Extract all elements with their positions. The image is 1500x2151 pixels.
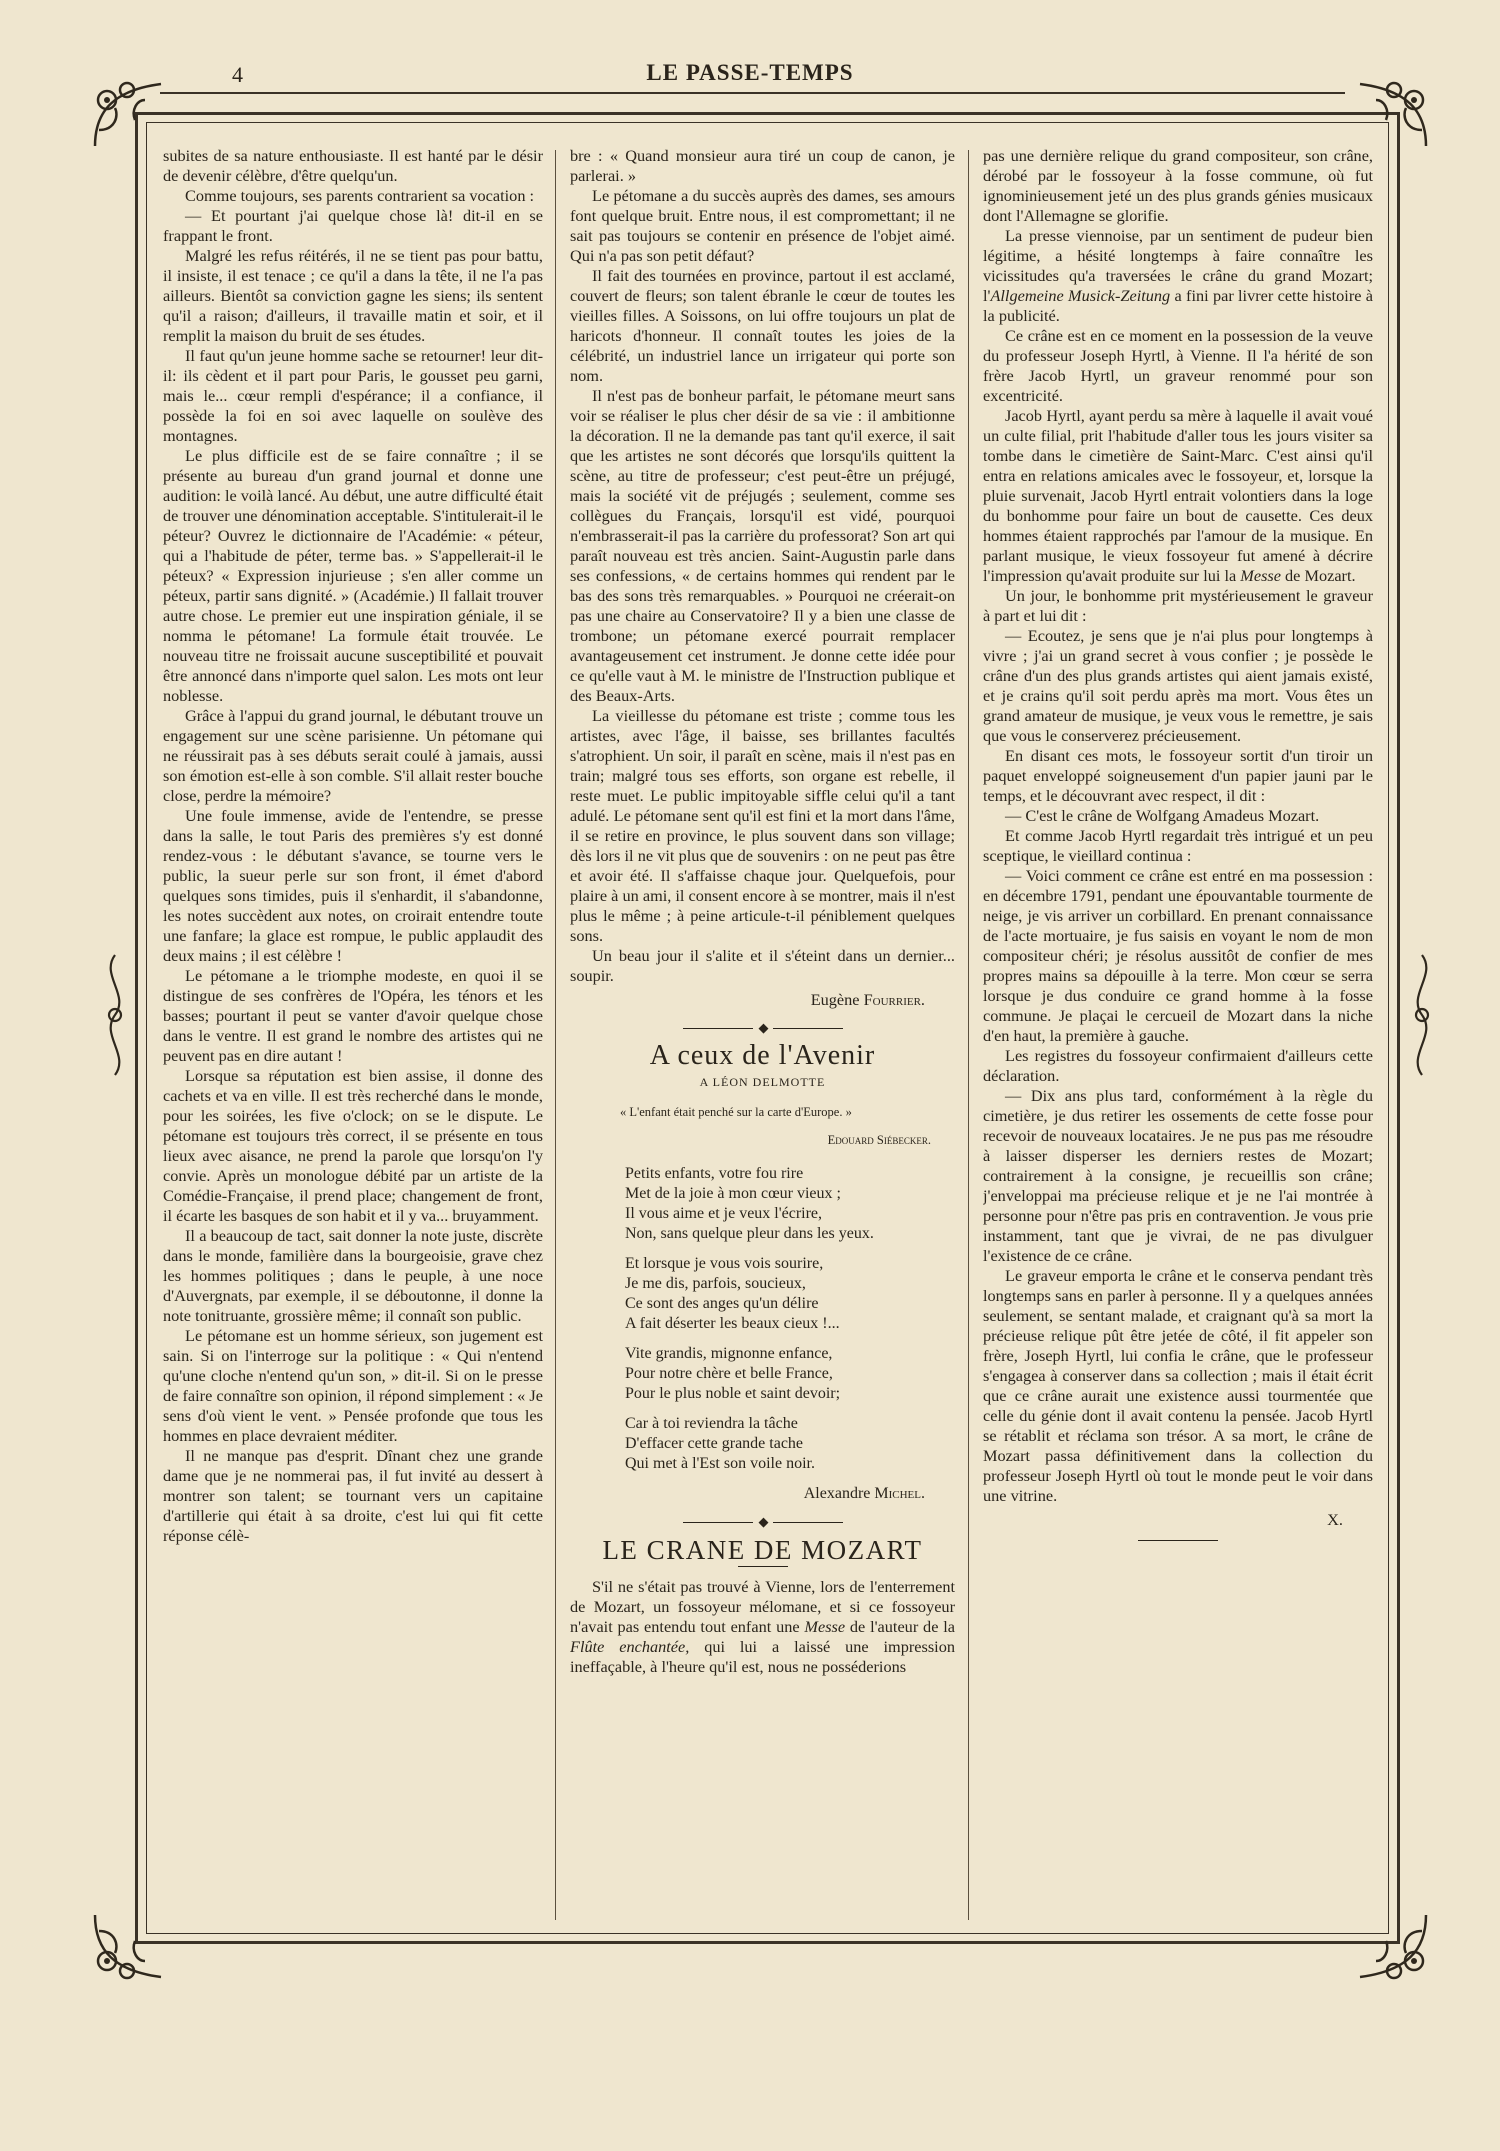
paragraph: Le graveur emporta le crâne et le conserva pendant très longtemps sans en parler à personne. Il y a quelques années seulement, se sentant malade, et craignant qu'à sa mort la précieuse relique pût être jetée de côté, il fit appeler son frère, Joseph Hyrtl, lui confia le crâne, que le professeur s'engagea à conserver dans sa collection ; mais il était écrit que ce crâne aurait une existence aussi tourmentée que celle du génie dont il avait contenu la pensée. Jacob Hyrtl se rétablit et réclama son trésor. A sa mort, le crâne de Mozart passa définitivement dans la collection du professeur Joseph Hyrtl où tout le monde peut le voir dans une vitrine. [983,1266,1373,1505]
paragraph: Il a beaucoup de tact, sait donner la note juste, discrète dans le monde, familière dans la bourgeoisie, grave chez les hommes politiques ; dans le peuple, à une noce d'Auvergnats, par exemple, il se déboutonne, il donne la note tonitruante, grossière même; il connaît son public. [163,1226,543,1325]
signature-last: Fourrier. [863,990,925,1009]
diamond-icon: ◆ [758,1514,767,1530]
poem-line: A fait déserter les beaux cieux !... [625,1315,840,1333]
poem-line: Petits enfants, votre fou rire [625,1165,804,1183]
poem-line: Vite grandis, mignonne enfance, [625,1345,833,1363]
poem-line: Et lorsque je vous vois sourire, [625,1255,824,1273]
page-number: 4 [232,62,243,87]
paragraph: Comme toujours, ses parents contrarient sa vocation : [185,186,535,205]
paragraph: Et comme Jacob Hyrtl regardait très intrigué et un peu sceptique, le vieillard continua : [983,826,1373,865]
section-divider [570,1018,955,1038]
corner-ornament-icon [85,70,171,156]
poem-line: Ce sont des anges qu'un délire [625,1295,819,1313]
poem-line: Car à toi reviendra la tâche [625,1415,798,1433]
poem-stanza [570,1344,955,1404]
masthead: LE PASSE-TEMPS [646,60,854,85]
paragraph: subites de sa nature enthousiaste. Il est hanté par le désir de devenir célèbre, d'être quelqu'un. [163,146,543,185]
paragraph: Il ne manque pas d'esprit. Dînant chez une grande dame que je ne nommerai pas, il fut invité au dessert à montrer son talent; se tournant vers un capitaine d'artillerie qui était à sa droite, c'est lui qui fit cette réponse célè- [163,1446,543,1545]
poem-line: Met de la joie à mon cœur vieux ; [625,1185,841,1203]
poem-line: Pour notre chère et belle France, [625,1365,833,1383]
text-run-italic: Messe [804,1617,846,1637]
poem-line: Qui met à l'Est son voile noir. [625,1455,815,1473]
text-run: Jacob Hyrtl, ayant perdu sa mère à laquelle il avait voué un culte filial, prit l'habitude d'aller tous les jours visiter sa tombe dans le cimetière de Saint-Marc. C'est ainsi qu'il entra en relations amicales avec le fossoyeur, et, lorsque la pluie survenait, Jacob Hyrtl entrait volontiers dans la loge du bonhomme pour faire un bout de causette. Ces deux hommes étaient rapprochés par l'amour de la musique. En parlant musique, le vieux fossoyeur fut amené à décrire l'impression qu'avait produite sur lui la [983,406,1373,585]
paragraph: Le pétomane est un homme sérieux, son jugement est sain. Si on l'interroge sur la politique : « Qui n'entend qu'une cloche n'entend qu'un son, » dit-il. Si on le presse de faire connaître son opinion, il répond simplement : « Je sens d'où vient le vent. » Pensée profonde que tous les hommes en place devraient méditer. [163,1326,543,1445]
paragraph: — Voici comment ce crâne est entré en ma possession : en décembre 1791, pendant une épouvantable tourmente de neige, je vis arriver un corbillard. En prenant connaissance de l'acte mortuaire, je fus saisis en voyant le nom de mon compositeur chéri; je résolus aussitôt de confier de mes propres mains sa dépouille à la terre. Mon cœur se serra lorsque je dus conduire ce grand homme à la fosse commune. Je plaçai le cercueil de Mozart dans la niche d'en haut, la première à gauche. [983,866,1373,1045]
text-run-italic: Allgemeine Musick-Zeitung [990,286,1171,305]
paragraph [570,1577,955,1677]
text-run: de Mozart. [1280,566,1356,585]
poem-author [570,1484,955,1504]
paragraph: Il fait des tournées en province, partout il est acclamé, couvert de fleurs; son talent ébranle le cœur de toutes les vieilles filles. A Soissons, on lui offre toujours un plat de haricots d'honneur. Il connaît toutes les joies de la célébrité, un industriel lance un irrigateur qui porte son nom. [570,266,955,385]
text-run: S'il ne s'était pas trouvé à Vienne, lors de l'enterrement de Mozart, un fossoyeur mélomane, et si ce fossoyeur n'avait pas entendu tout enfant une [570,1577,955,1637]
top-rule [160,92,1345,94]
poem-title: A ceux de l'Avenir [649,1040,876,1072]
signature: X. [1327,1510,1343,1529]
signature-first: Eugène [810,990,864,1009]
text-run: qui lui a laissé une impression ineffaçable, à l'heure qu'il est, nous ne posséderions [570,1637,955,1677]
column-1 [163,146,543,1926]
paragraph: En disant ces mots, le fossoyeur sortit d'un tiroir un paquet enveloppé soigneusement d'un papier jauni par le temps, et le découvrant avec respect, il dit : [983,746,1373,805]
poem-stanza [570,1414,955,1474]
paragraph: Grâce à l'appui du grand journal, le débutant trouve un engagement sur une scène parisienne. Un pétomane qui ne réussirait pas à ses débuts serait coulé à jamais, aussi son émotion est-elle à son comble. S'il allait rester bouche close, perdre la mémoire? [163,706,543,805]
paragraph: Les registres du fossoyeur confirmaient d'ailleurs cette déclaration. [983,1046,1373,1085]
column-3 [983,146,1373,1926]
section-divider [570,1512,955,1532]
paragraph: Malgré les refus réitérés, il ne se tient pas pour battu, il insiste, il est tenace ; ce qu'il a dans la tête, il ne l'a pas ailleurs. Bientôt sa conviction gagne les siens; ils sentent qu'il a raison; d'ailleurs, il travaille matin et soir, et il remplit la maison du bruit de ses études. [163,246,543,345]
poem-author-last: Michel. [874,1485,925,1503]
paragraph: — Dix ans plus tard, conformément à la règle du cimetière, je dus retirer les ossements de cette fosse pour recevoir de nouveaux locataires. Je ne pus pas me résoudre à laisser disperser les derniers restes de Mozart; contrairement à la consigne, je recueillis son crâne; j'enveloppai ma précieuse relique et je ne l'ai montrée à personne pour n'être pas pris en contravention. Je vous prie instamment, tant que je vivrai, de ne pas divulguer l'existence de ce crâne. [983,1086,1373,1265]
column-rule [555,150,556,1920]
paragraph [983,406,1373,586]
paragraph: Il n'est pas de bonheur parfait, le pétomane meurt sans voir se réaliser le plus cher désir de sa vie : il ambitionne la décoration. Il ne la demande pas tant qu'il exerce, il sait que les artistes ne sont décorés que lorsqu'ils quittent la scène, au titre de professeur; c'est peut-être un préjugé, mais la société vit de préjugés ; seulement, comme ses collègues du Français, lorsqu'il est vidé, pourquoi n'embrasserait-il pas la carrière du professorat? Son art qui paraît nouveau est très ancien. Saint-Augustin parle dans ses confessions, « de certains hommes qui rendent par le bas des sons très remarquables. » Pourquoi ne créerait-on pas une chaire au Conservatoire? Il y a bien une classe de trombone; un pétomane exercé pourrait remplacer avantageusement cet instrument. Je donne cette idée pour ce qu'elle vaut à M. le ministre de l'Instruction publique et des Beaux-Arts. [570,386,955,705]
poem-line: Il vous aime et je veux l'écrire, [625,1205,823,1223]
column-2 [570,146,955,1926]
paragraph: Lorsque sa réputation est bien assise, il donne des cachets et va en ville. Il est très recherché dans le monde, pour les soirées, les five o'clock; on se le dispute. Le pétomane est toujours très correct, il se présente en tous lieux avec aisance, ne prend la parole que lorsqu'on l'y convie. Après un monologue débité par un artiste de la Comédie-Française, il prend place; changement de front, il écarte les basques de son habit et il y va... bruyamment. [163,1066,543,1225]
poem-line: Je me dis, parfois, soucieux, [625,1275,806,1293]
epigraph-author: Edouard Siébecker. [827,1133,931,1148]
paragraph: bre : « Quand monsieur aura tiré un coup de canon, je parlerai. » [570,146,955,185]
side-ornament-icon [95,950,135,1080]
poem-author-first: Alexandre [803,1485,875,1503]
text-run-italic: Messe [1240,566,1281,585]
poem-epigraph: « L'enfant était penché sur la carte d'Europe. » [620,1105,852,1120]
paragraph: — C'est le crâne de Wolfgang Amadeus Mozart. [1005,806,1320,825]
poem-dedication: A LÉON DELMOTTE [699,1075,826,1090]
paragraph: Une foule immense, avide de l'entendre, se presse dans la salle, le tout Paris des premières s'y est donné rendez-vous : le débutant s'avance, se tourne vers le public, la sueur perle sur son front, il émet d'abord quelques sons timides, puis il s'enhardit, il s'abandonne, les notes succèdent aux notes, on croirait entendre toute une fanfare; la glace est rompue, le public applaudit des deux mains ; il est célèbre ! [163,806,543,965]
corner-ornament-icon [1350,70,1436,156]
poem-stanza [570,1164,955,1244]
paragraph: Le pétomane a du succès auprès des dames, ses amours font quelque bruit. Entre nous, il est compromettant; il ne sait pas toujours se contenir en présence de l'objet aimé. Qui n'a pas son petit défaut? [570,186,955,265]
paragraph: Ce crâne est en ce moment en la possession de la veuve du professeur Joseph Hyrtl, à Vienne. Il l'a hérité de son frère Jacob Hyrtl, un graveur renommé pour son excentricité. [983,326,1373,405]
paragraph: Un beau jour il s'alite et il s'éteint dans un dernier... soupir. [570,946,955,985]
paragraph: pas une dernière relique du grand compositeur, son crâne, dérobé par le fossoyeur à la fosse commune, où fut ignominieusement jeté un des plus grands génies musicaux dont l'Allemagne se glorifie. [983,146,1373,225]
paragraph [983,226,1373,326]
paragraph: Le plus difficile est de se faire connaître ; il se présente au bureau d'un grand journal et donne une audition: le voilà lancé. Au début, une autre difficulté était de trouver une dénomination acceptable. S'intitulerait-il le péteur? Ouvrez le dictionnaire de l'Académie: « péteur, qui a l'habitude de péter, terme bas. » S'appellerait-il le péteux? « Expression injurieuse ; s'en aller comme un péteux, partir sans dignité. » (Académie.) Il fallait trouver autre chose. Le premier eut une inspiration géniale, il se nomma le pétomane! La formule était trouvée. Le nouveau titre ne froissait aucune susceptibilité et pouvait être annoncé dans n'importe quel salon. Les mots ont leur noblesse. [163,446,543,705]
corner-ornament-icon [85,1905,171,1991]
diamond-icon: ◆ [758,1020,767,1035]
poem-line: Non, sans quelque pleur dans les yeux. [625,1225,874,1243]
title-rule [738,1566,788,1567]
paragraph: La vieillesse du pétomane est triste ; comme tous les artistes, avec l'âge, il baisse, ses brillantes facultés s'atrophient. Un soir, il paraît en scène, mais il n'est pas en train; malgré tous ses efforts, son organe est rebelle, il reste muet. Le public impitoyable siffle celui qu'il a tant adulé. Le pétomane sent qu'il est fini et la mort dans l'âme, il se retire en province, le plus souvent dans son village; dès lors il ne vit plus que de souvenirs : on ne peut pas être et avoir été. Il s'affaisse chaque jour. Quelquefois, pour plaire à un ami, il consent encore à se montrer, mais il n'est plus le même ; à peine articule-t-il péniblement quelques sons. [570,706,955,945]
poem-line: Pour le plus noble et saint devoir; [625,1385,841,1403]
text-run: a fini par livrer cette histoire à la publicité. [983,286,1373,325]
poem-line: D'effacer cette grande tache [625,1435,804,1453]
column-rule [968,150,969,1920]
poem-stanza [570,1254,955,1334]
paragraph: Un jour, le bonhomme prit mystérieusement le graveur à part et lui dit : [983,586,1373,625]
side-ornament-icon [1402,950,1442,1080]
signature [570,990,925,1010]
text-run: de l'auteur de la [845,1617,955,1637]
end-rule [1138,1540,1218,1541]
text-run: La presse viennoise, par un sentiment de pudeur bien légitime, a hésité longtemps à faire connaître les vicissitudes qu'a traversées le crâne du grand Mozart; l' [983,226,1373,305]
paragraph: — Ecoutez, je sens que je n'ai plus pour longtemps à vivre ; j'ai un grand secret à vous confier ; je possède le crâne d'un des plus grands artistes qui aient jamais existé, et je crains qu'il soit perdu après ma mort. Vous êtes un grand amateur de musique, je veux vous le remettre, je sais que vous le conserverez précieusement. [983,626,1373,745]
paragraph: Il faut qu'un jeune homme sache se retourner! leur dit-il: ils cèdent et il part pour Paris, le gousset peu garni, mais le... cœur rempli d'espérance; il a confiance, il possède la foi en soi avec laquelle on soulève des montagnes. [163,346,543,445]
article-title: LE CRANE DE MOZART [602,1535,923,1566]
text-run-italic: Flûte enchantée, [570,1637,690,1657]
paragraph: — Et pourtant j'ai quelque chose là! dit-il en se frappant le front. [163,206,543,245]
paragraph: Le pétomane a le triomphe modeste, en quoi il se distingue de ses confrères de l'Opéra, les ténors et les basses; pourtant il peut se vanter d'avoir quelque chose dans le ventre. Il est grand le nombre des artistes qui ne peuvent pas en dire autant ! [163,966,543,1065]
